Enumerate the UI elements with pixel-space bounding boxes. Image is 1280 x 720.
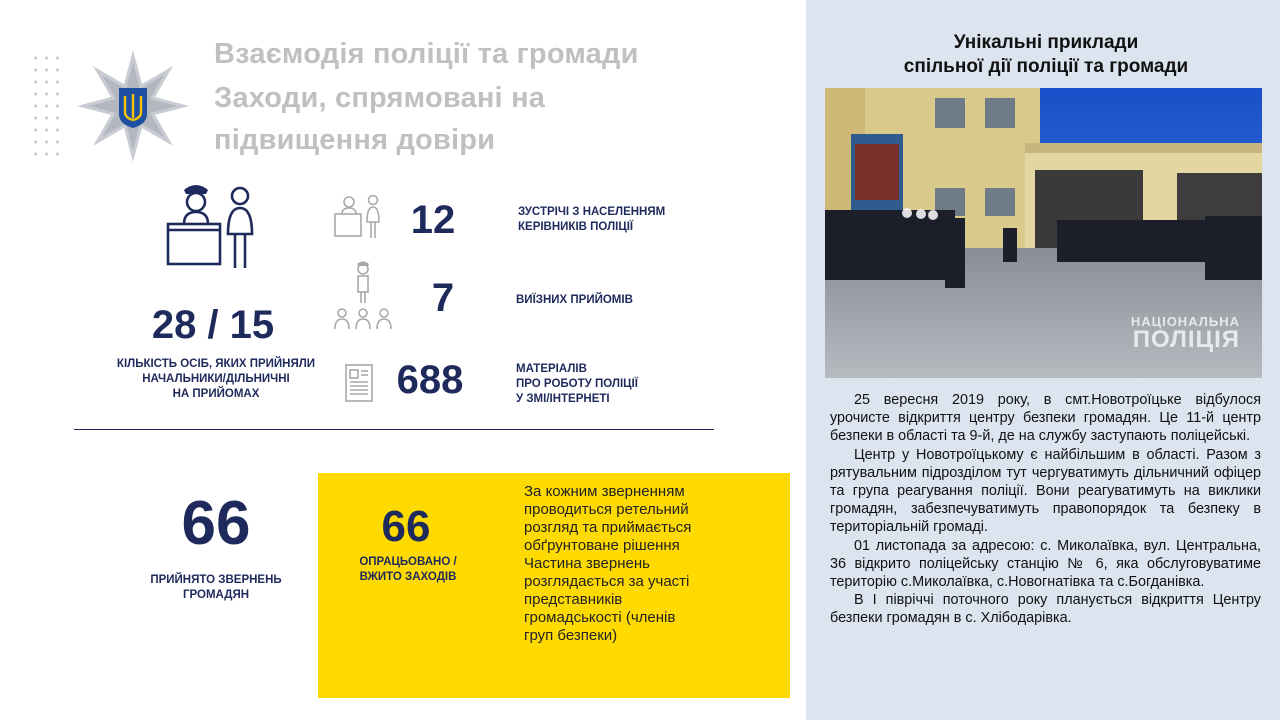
visits-caption: ВИЇЗНИХ ПРИЙОМІВ xyxy=(516,294,633,306)
media-caption: МАТЕРІАЛІВ ПРО РОБОТУ ПОЛІЦІЇ У ЗМІ/ІНТЕРНЕТІ xyxy=(516,363,638,405)
news-paragraph: В І півріччі поточного року планується відкриття Центру безпеки громадян в с. Хлібодарівка. xyxy=(830,592,1261,627)
page-title-line-1: Взаємодія поліції та громади xyxy=(214,38,639,70)
appeals-processed-value: 66 xyxy=(381,502,431,551)
appeals-received-caption: ПРИЙНЯТО ЗВЕРНЕНЬ ГРОМАДЯН xyxy=(150,574,282,601)
visiting-reception-icon xyxy=(332,257,394,333)
appeals-received-value: 66 xyxy=(181,489,251,558)
meeting-icon xyxy=(332,190,386,240)
newspaper-icon xyxy=(342,362,376,404)
right-panel-title: Унікальні приклади спільної дії поліції та громади xyxy=(903,32,1189,77)
received-ratio-value: 28 / 15 xyxy=(151,303,275,347)
meetings-caption: ЗУСТРІЧІ З НАСЕЛЕННЯМ КЕРІВНИКІВ ПОЛІЦІЇ xyxy=(518,206,666,233)
media-materials-value: 688 xyxy=(396,358,464,402)
meetings-value: 12 xyxy=(410,198,456,242)
appeals-description: За кожним зверненням проводиться ретельний розгляд та приймається обґрунтоване рішення Частина звернень розглядається за участі представників громадськості (членів груп безпеки) xyxy=(524,483,692,644)
news-text xyxy=(830,391,1261,628)
news-paragraph: Центр у Новотроїцькому є найбільшим в області. Разом з рятувальним підрозділом тут чергуватимуть дільничний офіцер та група реагування поліції. Вони реагуватимуть на виклики громадян, забезпечуватимуть правопорядок та безпеку в територіальній громаді. xyxy=(830,446,1261,536)
reception-icon xyxy=(162,178,268,274)
section-divider xyxy=(74,429,714,430)
decorative-dot-grid xyxy=(30,52,64,156)
police-star-logo xyxy=(74,48,192,164)
news-paragraph: 25 вересня 2019 року, в смт.Новотроїцьке відбулося урочисте відкриття центру безпеки громадян. Це 11-й центр безпеки в області та 9-й, де на службу заступають поліцейські. xyxy=(830,392,1261,445)
photo-watermark: НАЦІОНАЛЬНА ПОЛІЦІЯ xyxy=(1130,314,1240,353)
received-ratio-caption: КІЛЬКІСТЬ ОСІБ, ЯКИХ ПРИЙНЯЛИ НАЧАЛЬНИКИ/ДІЛЬНИЧНІ НА ПРИЙОМАХ xyxy=(116,358,316,400)
safety-center-photo xyxy=(825,88,1262,378)
news-paragraph: 01 листопада за адресою: с. Миколаївка, вул. Центральна, 36 відкрито поліцейську станцію № 6, яка обслуговуватиме територію с.Миколаївка, с.Новогнатівка та с.Богданівка. xyxy=(830,537,1261,591)
page-title-line-3: підвищення довіри xyxy=(214,124,496,156)
visits-value: 7 xyxy=(431,276,455,320)
appeals-processed-caption: ОПРАЦЬОВАНО / ВЖИТО ЗАХОДІВ xyxy=(359,556,457,583)
page-title-line-2: Заходи, спрямовані на xyxy=(214,82,546,114)
